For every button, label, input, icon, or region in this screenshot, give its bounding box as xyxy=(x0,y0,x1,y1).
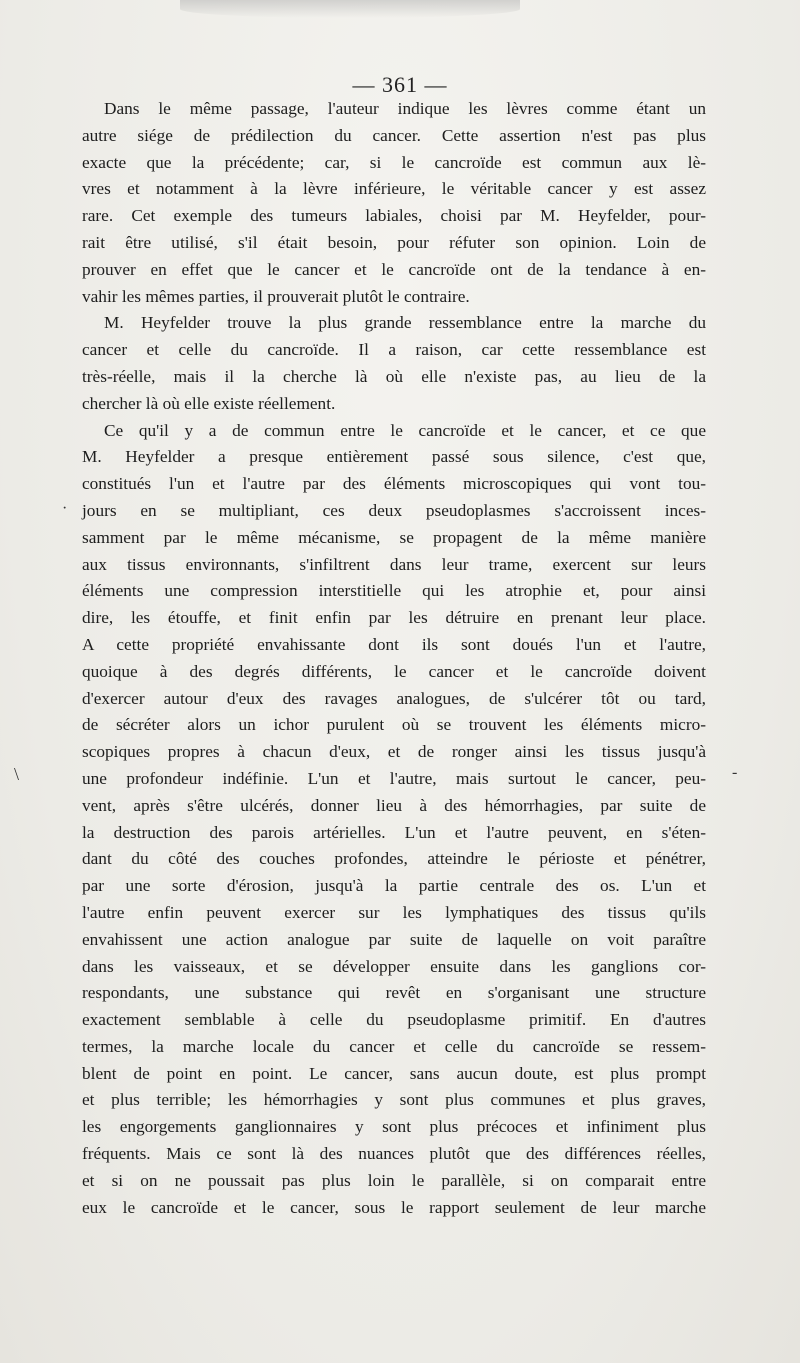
text-line: et si on ne poussait pas plus loin le parallèle, si on comparait entre xyxy=(82,1170,706,1190)
text-line: aux tissus environnants, s'infiltrent dans leur trame, exercent sur leurs xyxy=(82,554,706,574)
text-line: par une sorte d'érosion, jusqu'à la partie centrale des os. L'un et xyxy=(82,876,706,896)
page-fold-shadow xyxy=(180,0,520,18)
text-line: samment par le même mécanisme, se propagent de la même manière xyxy=(82,527,706,547)
text-line: de sécréter alors un ichor purulent où se trouvent les éléments micro- xyxy=(82,715,706,735)
text-line: chercher là où elle existe réellement. xyxy=(82,393,336,413)
text-line: scopiques propres à chacun d'eux, et de ronger ainsi les tissus jusqu'à xyxy=(82,742,706,762)
text-line: prouver en effet que le cancer et le cancroïde ont de la tendance à en- xyxy=(82,259,706,279)
text-line: et plus terrible; les hémorrhagies y sont plus communes et plus graves, xyxy=(82,1090,706,1110)
text-line: éléments une compression interstitielle qui les atrophie et, pour ainsi xyxy=(82,581,706,601)
margin-dot-mark: · xyxy=(62,500,68,517)
text-line: termes, la marche locale du cancer et celle du cancroïde se ressem- xyxy=(82,1036,706,1056)
text-line: dire, les étouffe, et finit enfin par les détruire en prenant leur place. xyxy=(82,608,706,628)
text-line: vahir les mêmes parties, il prouverait plutôt le contraire. xyxy=(82,286,470,306)
text-line: jours en se multipliant, ces deux pseudoplasmes s'accroissent inces- xyxy=(82,500,706,520)
text-line: fréquents. Mais ce sont là des nuances plutôt que des différences réelles, xyxy=(82,1144,706,1164)
text-line: eux le cancroïde et le cancer, sous le rapport seulement de leur marche xyxy=(82,1197,706,1217)
margin-dash-mark: - xyxy=(732,764,738,781)
text-line: blent de point en point. Le cancer, sans aucun doute, est plus prompt xyxy=(82,1063,706,1083)
margin-slash-mark: \ xyxy=(14,764,20,784)
text-line: dans les vaisseaux, et se développer ensuite dans les ganglions cor- xyxy=(82,956,706,976)
text-line: la destruction des parois artérielles. L'un et l'autre peuvent, en s'éten- xyxy=(82,822,706,842)
text-line: M. Heyfelder a presque entièrement passé sous silence, c'est que, xyxy=(82,447,706,467)
text-line: les engorgements ganglionnaires y sont plus précoces et infiniment plus xyxy=(82,1117,706,1137)
text-line: cancer et celle du cancroïde. Il a raison, car cette ressemblance est xyxy=(82,340,706,360)
text-line: Ce qu'il y a de commun entre le cancroïde et le cancer, et ce que xyxy=(104,420,706,440)
text-line: une profondeur indéfinie. L'un et l'autre, mais surtout le cancer, peu- xyxy=(82,768,706,788)
text-line: rait être utilisé, s'il était besoin, pour réfuter son opinion. Loin de xyxy=(82,232,706,252)
text-line: quoique à des degrés différents, le cancer et le cancroïde doivent xyxy=(82,661,706,681)
text-line: A cette propriété envahissante dont ils sont doués l'un et l'autre, xyxy=(82,634,706,654)
text-line: constitués l'un et l'autre par des éléments microscopiques qui vont tou- xyxy=(82,474,706,494)
text-line: vent, après s'être ulcérés, donner lieu à des hémorrhagies, par suite de xyxy=(82,795,706,815)
text-line: envahissent une action analogue par suite de laquelle on voit paraître xyxy=(82,929,706,949)
text-line: l'autre enfin peuvent exercer sur les lymphatiques des tissus qu'ils xyxy=(82,902,706,922)
text-line: Dans le même passage, l'auteur indique les lèvres comme étant un xyxy=(104,99,706,118)
text-line: vres et notamment à la lèvre inférieure, le véritable cancer y est assez xyxy=(82,179,706,199)
body-text xyxy=(82,96,706,1221)
text-line: respondants, une substance qui revêt en s'organisant une structure xyxy=(82,983,706,1003)
text-line: très-réelle, mais il la cherche là où elle n'existe pas, au lieu de la xyxy=(82,366,706,386)
text-line: exactement semblable à celle du pseudoplasme primitif. En d'autres xyxy=(82,1010,706,1030)
text-line: M. Heyfelder trouve la plus grande ressemblance entre la marche du xyxy=(104,313,706,333)
text-line: exacte que la précédente; car, si le cancroïde est commun aux lè- xyxy=(82,152,706,172)
text-line: dant du côté des couches profondes, atteindre le périoste et pénétrer, xyxy=(82,849,706,869)
text-line: autre siége de prédilection du cancer. Cette assertion n'est pas plus xyxy=(82,125,706,145)
text-line: d'exercer autour d'eux des ravages analogues, de s'ulcérer tôt ou tard, xyxy=(82,688,706,708)
text-line: rare. Cet exemple des tumeurs labiales, choisi par M. Heyfelder, pour- xyxy=(82,206,706,226)
page-number: — 361 — xyxy=(352,72,448,97)
